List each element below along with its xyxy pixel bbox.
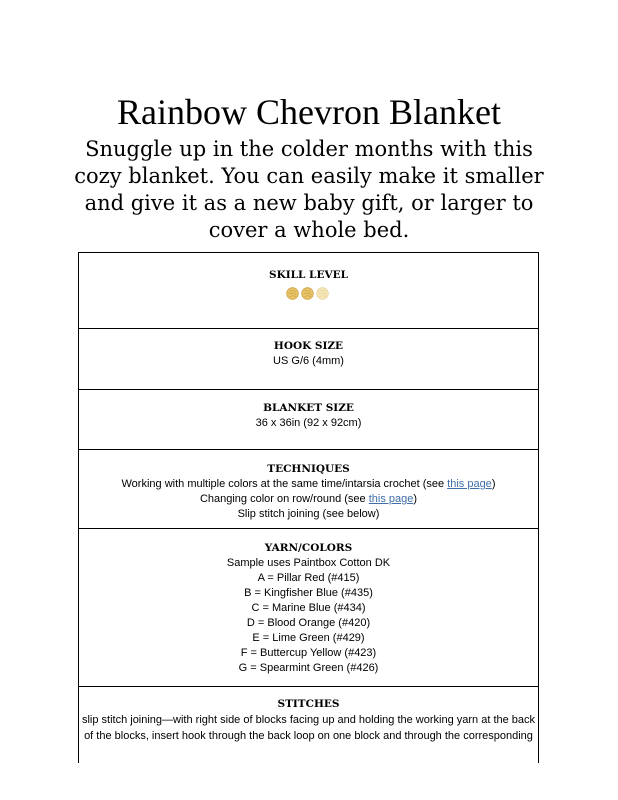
hook-size-value: US G/6 (4mm) bbox=[273, 355, 344, 367]
blanket-size-value: 36 x 36in (92 x 92cm) bbox=[255, 417, 362, 429]
techniques-row bbox=[79, 450, 539, 529]
technique-changing-color: Changing color on row/round (see this page) bbox=[199, 493, 418, 505]
yarn-colors-heading: YARN/COLORS bbox=[264, 542, 353, 554]
stitches-cell bbox=[79, 687, 539, 764]
skill-level-heading: SKILL LEVEL bbox=[269, 269, 348, 281]
yarn-ball-icon bbox=[301, 287, 314, 300]
yarn-color-f: F = Buttercup Yellow (#423) bbox=[240, 647, 377, 659]
hook-size-row bbox=[79, 329, 539, 390]
technique-slip-stitch: Slip stitch joining (see below) bbox=[237, 508, 380, 520]
yarn-ball-icon bbox=[286, 287, 299, 300]
hook-size-heading: HOOK SIZE bbox=[273, 340, 344, 352]
blanket-size-heading: BLANKET SIZE bbox=[263, 402, 354, 414]
hook-size-cell bbox=[79, 329, 539, 390]
skill-level-cell bbox=[79, 253, 539, 329]
blanket-size-row bbox=[79, 390, 539, 450]
skill-level-row bbox=[79, 253, 539, 329]
yarn-color-c: C = Marine Blue (#434) bbox=[251, 602, 366, 614]
yarn-sample-text: Sample uses Paintbox Cotton DK bbox=[226, 557, 391, 569]
techniques-heading: TECHNIQUES bbox=[267, 463, 350, 475]
page-subtitle: Snuggle up in the colder months with this cozy blanket. You can easily make it smaller and give it as a new baby gift, or larger to cover a whole bed. bbox=[74, 137, 544, 242]
techniques-cell bbox=[79, 450, 539, 529]
blanket-size-cell bbox=[79, 390, 539, 450]
page-title: Rainbow Chevron Blanket bbox=[117, 92, 501, 132]
this-page-link-1[interactable]: this page bbox=[447, 478, 492, 490]
stitches-heading: STITCHES bbox=[277, 698, 340, 710]
yarn-color-b: B = Kingfisher Blue (#435) bbox=[244, 587, 373, 599]
technique-multiple-colors: Working with multiple colors at the same time/intarsia crochet (see this page) bbox=[121, 478, 496, 490]
pattern-info-table bbox=[78, 252, 539, 763]
yarn-colors-row bbox=[79, 529, 539, 687]
yarn-color-e: E = Lime Green (#429) bbox=[252, 632, 365, 644]
yarn-ball-icon bbox=[316, 287, 329, 300]
stitches-text: slip stitch joining—with right side of blocks facing up and holding the working yarn at the back of the blocks, insert hook through the back loop on one block and through the corresponding bbox=[81, 714, 536, 742]
yarn-colors-cell bbox=[79, 529, 539, 687]
yarn-color-g: G = Spearmint Green (#426) bbox=[238, 662, 379, 674]
skill-level-rating bbox=[81, 286, 536, 300]
stitches-row bbox=[79, 687, 539, 764]
yarn-color-d: D = Blood Orange (#420) bbox=[246, 617, 371, 629]
yarn-color-a: A = Pillar Red (#415) bbox=[257, 572, 360, 584]
this-page-link-2[interactable]: this page bbox=[368, 493, 414, 505]
